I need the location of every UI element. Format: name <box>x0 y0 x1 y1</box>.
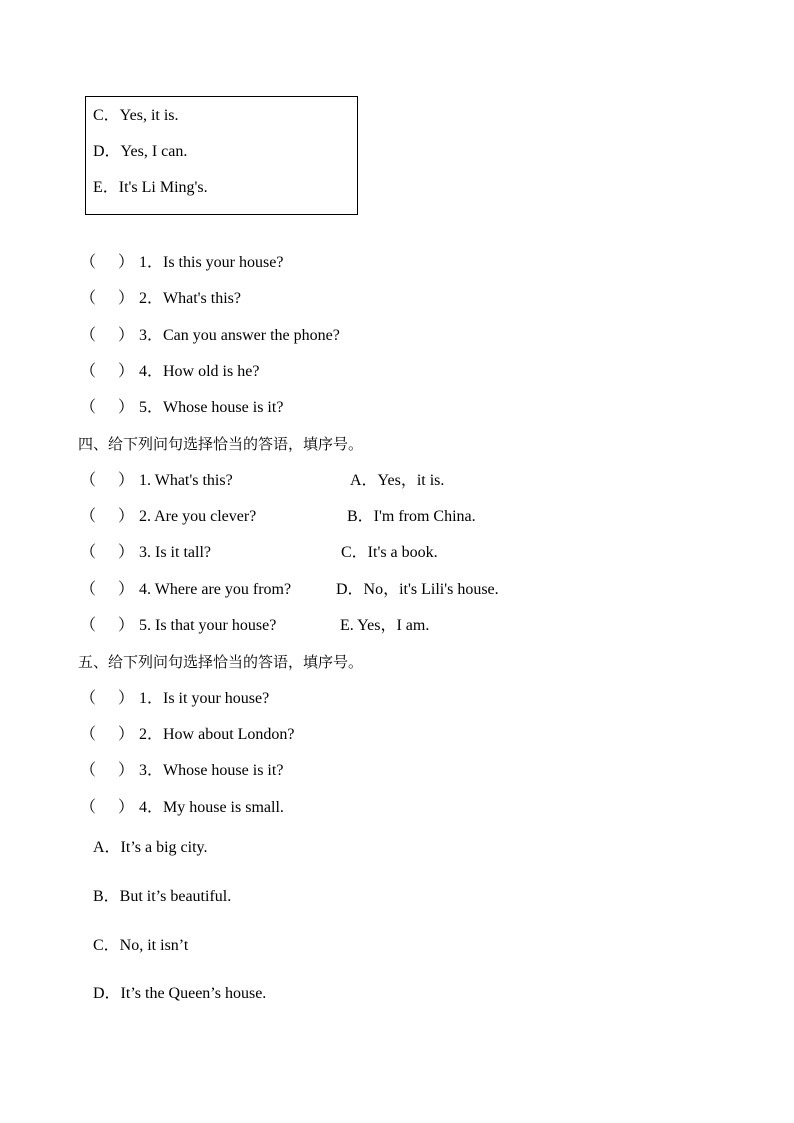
answer-paren-close: ） <box>118 762 135 779</box>
answer-paren-close: ） <box>118 508 135 525</box>
question-text: 2．What's this? <box>139 290 241 307</box>
answer-option-b: B．I'm from China. <box>347 508 476 525</box>
question-text: 3．Can you answer the phone? <box>139 327 340 344</box>
answer-paren-close: ） <box>118 472 135 489</box>
answer-paren-open[interactable]: （ <box>80 581 97 598</box>
question-text: 1. What's this? <box>139 472 233 489</box>
answer-paren-open[interactable]: （ <box>80 762 97 779</box>
answer-paren-close: ） <box>118 581 135 598</box>
question-text: 2. Are you clever? <box>139 508 257 525</box>
answer-option-a: A．Yes，it is. <box>350 472 445 489</box>
question-text: 3．Whose house is it? <box>139 762 284 779</box>
question-text: 5. Is that your house? <box>139 617 277 634</box>
answer-paren-open[interactable]: （ <box>80 363 97 380</box>
answer-paren-open[interactable]: （ <box>80 399 97 416</box>
answer-paren-close: ） <box>118 327 135 344</box>
answer-paren-close: ） <box>118 544 135 561</box>
answer-option-a: A．It’s a big city. <box>93 839 208 856</box>
answer-option-b: B．But it’s beautiful. <box>93 888 232 905</box>
answer-paren-open[interactable]: （ <box>80 799 97 816</box>
section5-heading: 五、给下列问句选择恰当的答语，填序号。 <box>78 653 364 671</box>
answer-paren-open[interactable]: （ <box>80 290 97 307</box>
answer-paren-open[interactable]: （ <box>80 472 97 489</box>
answer-paren-open[interactable]: （ <box>80 617 97 634</box>
box-option-d: D．Yes, I can. <box>93 143 188 160</box>
answer-paren-open[interactable]: （ <box>80 544 97 561</box>
answer-option-d: D．It’s the Queen’s house. <box>93 985 267 1002</box>
question-text: 4．My house is small. <box>139 799 284 816</box>
question-text: 4．How old is he? <box>139 363 260 380</box>
answer-paren-close: ） <box>118 726 135 743</box>
answer-option-d: D．No，it's Lili's house. <box>336 581 499 598</box>
question-text: 3. Is it tall? <box>139 544 211 561</box>
answer-paren-close: ） <box>118 617 135 634</box>
question-text: 4. Where are you from? <box>139 581 292 598</box>
box-option-e: E．It's Li Ming's. <box>93 179 208 196</box>
answer-paren-close: ） <box>118 690 135 707</box>
question-text: 2．How about London? <box>139 726 295 743</box>
answer-paren-close: ） <box>118 290 135 307</box>
answer-paren-close: ） <box>118 399 135 416</box>
question-text: 5．Whose house is it? <box>139 399 284 416</box>
answer-paren-close: ） <box>118 254 135 271</box>
section4-heading: 四、给下列问句选择恰当的答语，填序号。 <box>78 435 364 453</box>
answer-paren-open[interactable]: （ <box>80 508 97 525</box>
answer-paren-open[interactable]: （ <box>80 254 97 271</box>
answer-paren-open[interactable]: （ <box>80 726 97 743</box>
answer-option-c: C．No, it isn’t <box>93 937 189 954</box>
answer-paren-close: ） <box>118 799 135 816</box>
answer-option-e: E. Yes，I am. <box>340 617 430 634</box>
answer-option-c: C．It's a book. <box>341 544 438 561</box>
answer-paren-open[interactable]: （ <box>80 690 97 707</box>
answer-paren-open[interactable]: （ <box>80 327 97 344</box>
question-text: 1．Is it your house? <box>139 690 270 707</box>
answer-paren-close: ） <box>118 363 135 380</box>
question-text: 1．Is this your house? <box>139 254 284 271</box>
box-option-c: C．Yes, it is. <box>93 107 179 124</box>
